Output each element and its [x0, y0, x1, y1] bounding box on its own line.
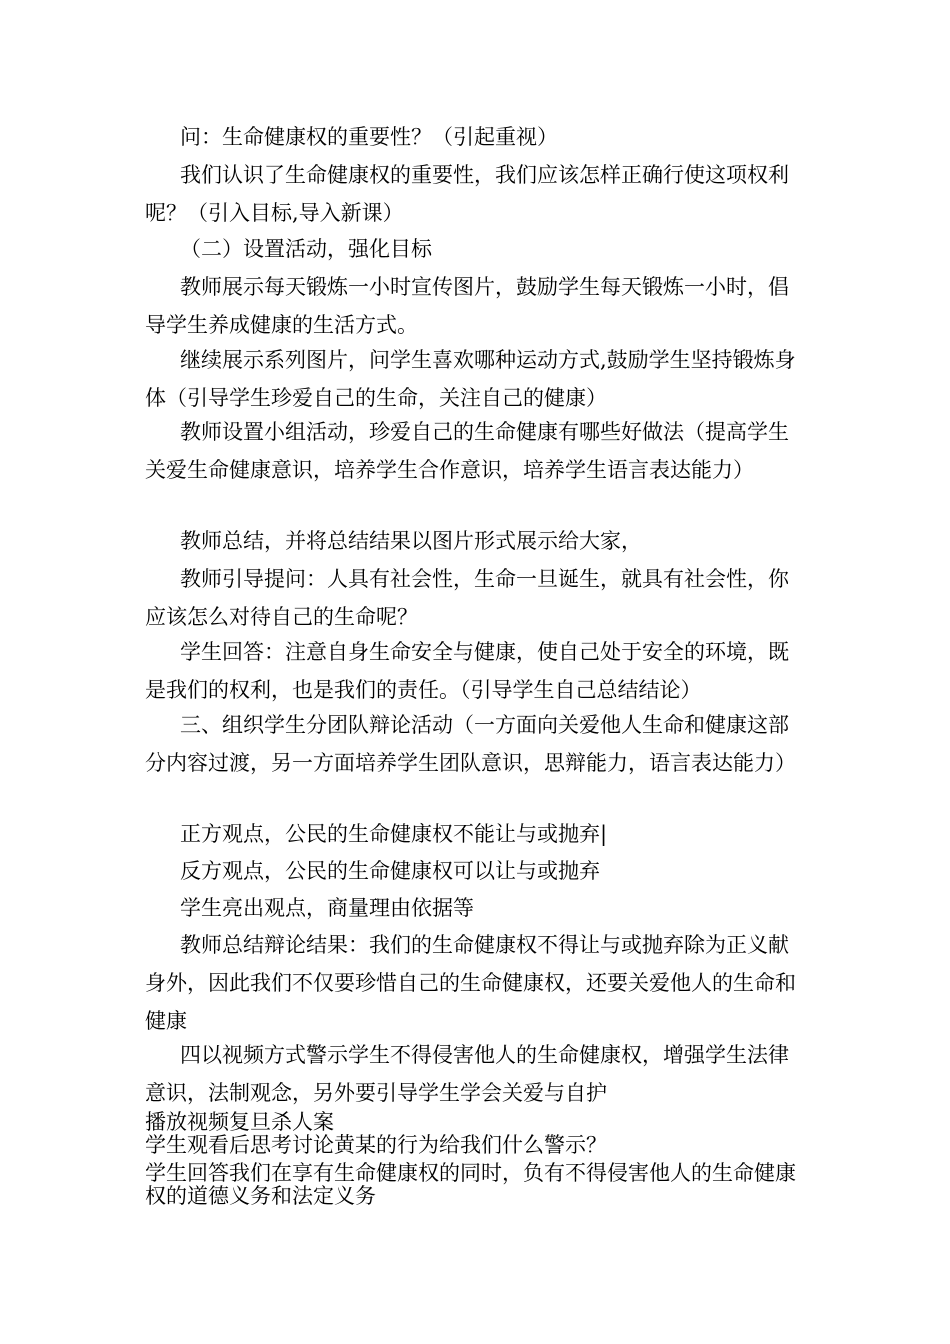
paragraph: 学生回答：注意自身生命安全与健康，使自己处于安全的环境，既是我们的权利，也是我们的责任。（引导学生自己总结结论）	[145, 640, 789, 702]
plain-line: 播放视频复旦杀人案	[145, 1110, 334, 1134]
paragraph: 教师总结，并将总结结果以图片形式展示给大家，	[180, 529, 642, 553]
paragraph: 反方观点，公民的生命健康权可以让与或抛弃	[180, 859, 600, 883]
paragraph: 教师设置小组活动，珍爱自己的生命健康有哪些好做法（提高学生关爱生命健康意识，培养学生合作意识，培养学生语言表达能力）	[145, 420, 789, 482]
paragraph: 教师总结辩论结果：我们的生命健康权不得让与或抛弃除为正义献身外，因此我们不仅要珍惜自己的生命健康权，还要关爱他人的生命和健康	[145, 933, 796, 1033]
paragraph: 正方观点，公民的生命健康权不能让与或抛弃|	[180, 822, 608, 846]
paragraph: 学生亮出观点，商量理由依据等	[180, 896, 474, 920]
paragraph: 问：生命健康权的重要性？（引起重视）	[180, 125, 558, 149]
section-heading: 四以视频方式警示学生不得侵害他人的生命健康权，增强学生法律意识，法制观念，另外要引导学生学会关爱与自护	[145, 1043, 789, 1105]
section-heading: （二）设置活动，强化目标	[180, 237, 432, 261]
paragraph: 我们认识了生命健康权的重要性，我们应该怎样正确行使这项权利呢？（引入目标,导入新课）	[145, 163, 789, 225]
plain-line: 学生观看后思考讨论黄某的行为给我们什么警示？	[145, 1133, 607, 1157]
paragraph: 教师展示每天锻炼一小时宣传图片，鼓励学生每天锻炼一小时，倡导学生养成健康的生活方式。	[145, 275, 789, 337]
paragraph: 教师引导提问：人具有社会性，生命一旦诞生，就具有社会性，你应该怎么对待自己的生命呢？	[145, 567, 789, 629]
section-heading: 三、组织学生分团队辩论活动（一方面向关爱他人生命和健康这部分内容过渡，另一方面培养学生团队意识，思辩能力，语言表达能力）	[145, 713, 796, 775]
plain-line: 学生回答我们在享有生命健康权的同时，负有不得侵害他人的生命健康权的道德义务和法定义务	[145, 1161, 796, 1208]
paragraph: 继续展示系列图片，问学生喜欢哪种运动方式,鼓励学生坚持锻炼身体（引导学生珍爱自己的生命，关注自己的健康）	[145, 348, 796, 410]
